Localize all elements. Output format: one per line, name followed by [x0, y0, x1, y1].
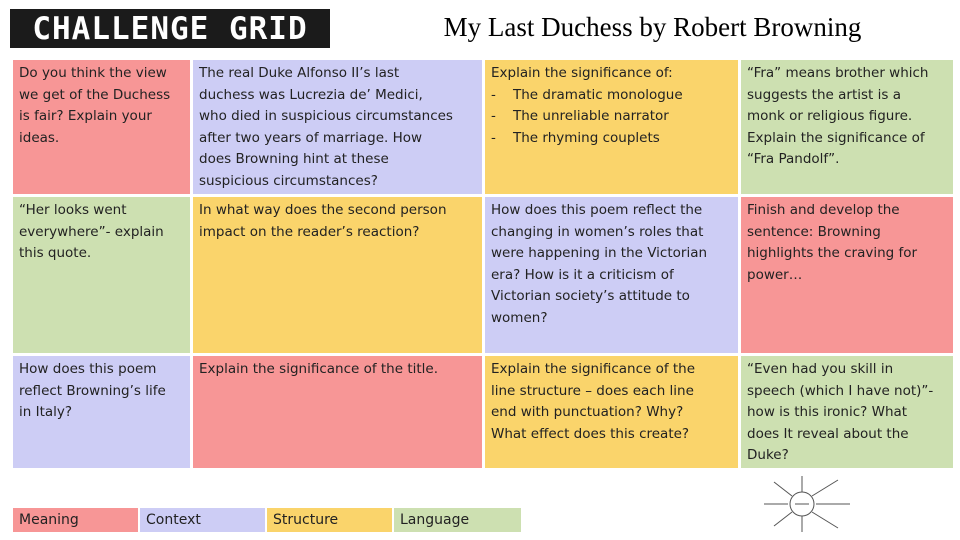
cell-finish-sentence: [741, 197, 953, 353]
cell-even-had-you-skill: [741, 356, 953, 468]
significance-list: [491, 85, 732, 150]
cell-her-looks: [13, 197, 190, 353]
cell-text: Explain the significance of the line structure – does each line end with punctuation? Why? What effect does this create?: [491, 361, 696, 442]
cell-line-structure: [485, 356, 738, 468]
cell-text: Explain the significance of:: [491, 65, 673, 81]
cell-text: The real Duke Alfonso II’s last duchess was Lucrezia de’ Medici, who died in suspicious circumstances after two years of marriage. How does Browning hint at these suspicious circumstances?: [199, 65, 453, 189]
cell-text: How does this poem reflect Browning’s life in Italy?: [19, 361, 166, 421]
cell-title-significance: [193, 356, 482, 468]
legend-language: Language: [394, 508, 521, 532]
cell-real-duke: [193, 60, 482, 194]
cell-text: Do you think the view we get of the Duchess is fair? Explain your ideas.: [19, 65, 171, 146]
sun-icon: [762, 472, 852, 536]
list-item: - The unreliable narrator: [491, 106, 732, 128]
cell-fra-meaning: [741, 60, 953, 194]
list-item: - The rhyming couplets: [491, 128, 732, 150]
legend-meaning: Meaning: [13, 508, 138, 532]
legend-context: Context: [140, 508, 265, 532]
cell-text: How does this poem reflect the changing in women’s roles that were happening in the Victorian era? How is it a criticism of Victorian society’s attitude to women?: [491, 202, 708, 326]
cell-text: Explain the significance of the title.: [199, 361, 439, 377]
cell-text: “Even had you skill in speech (which I have not)”- how is this ironic? What does It reveal about the Duke?: [747, 361, 934, 464]
cell-text: Finish and develop the sentence: Browning highlights the craving for power…: [747, 202, 918, 283]
cell-significance-list: [485, 60, 738, 194]
cell-text: “Fra” means brother which suggests the artist is a monk or religious figure. Explain the significance of “Fra Pandolf”.: [747, 65, 929, 168]
challenge-grid-logo: CHALLENGE GRID: [10, 9, 330, 48]
cell-browning-italy: [13, 356, 190, 468]
cell-duchess-view: [13, 60, 190, 194]
cell-text: “Her looks went everywhere”- explain this quote.: [19, 202, 164, 262]
cell-womens-roles: [485, 197, 738, 353]
cell-second-person: [193, 197, 482, 353]
cell-text: In what way does the second person impact on the reader’s reaction?: [199, 202, 447, 240]
list-item-text: The dramatic monologue: [513, 86, 683, 103]
list-item: - The dramatic monologue: [491, 85, 732, 107]
list-item-text: The rhyming couplets: [513, 129, 660, 146]
legend-structure: Structure: [267, 508, 392, 532]
list-item-text: The unreliable narrator: [513, 108, 669, 125]
challenge-grid: [13, 60, 953, 468]
page-title: My Last Duchess by Robert Browning: [443, 12, 862, 42]
